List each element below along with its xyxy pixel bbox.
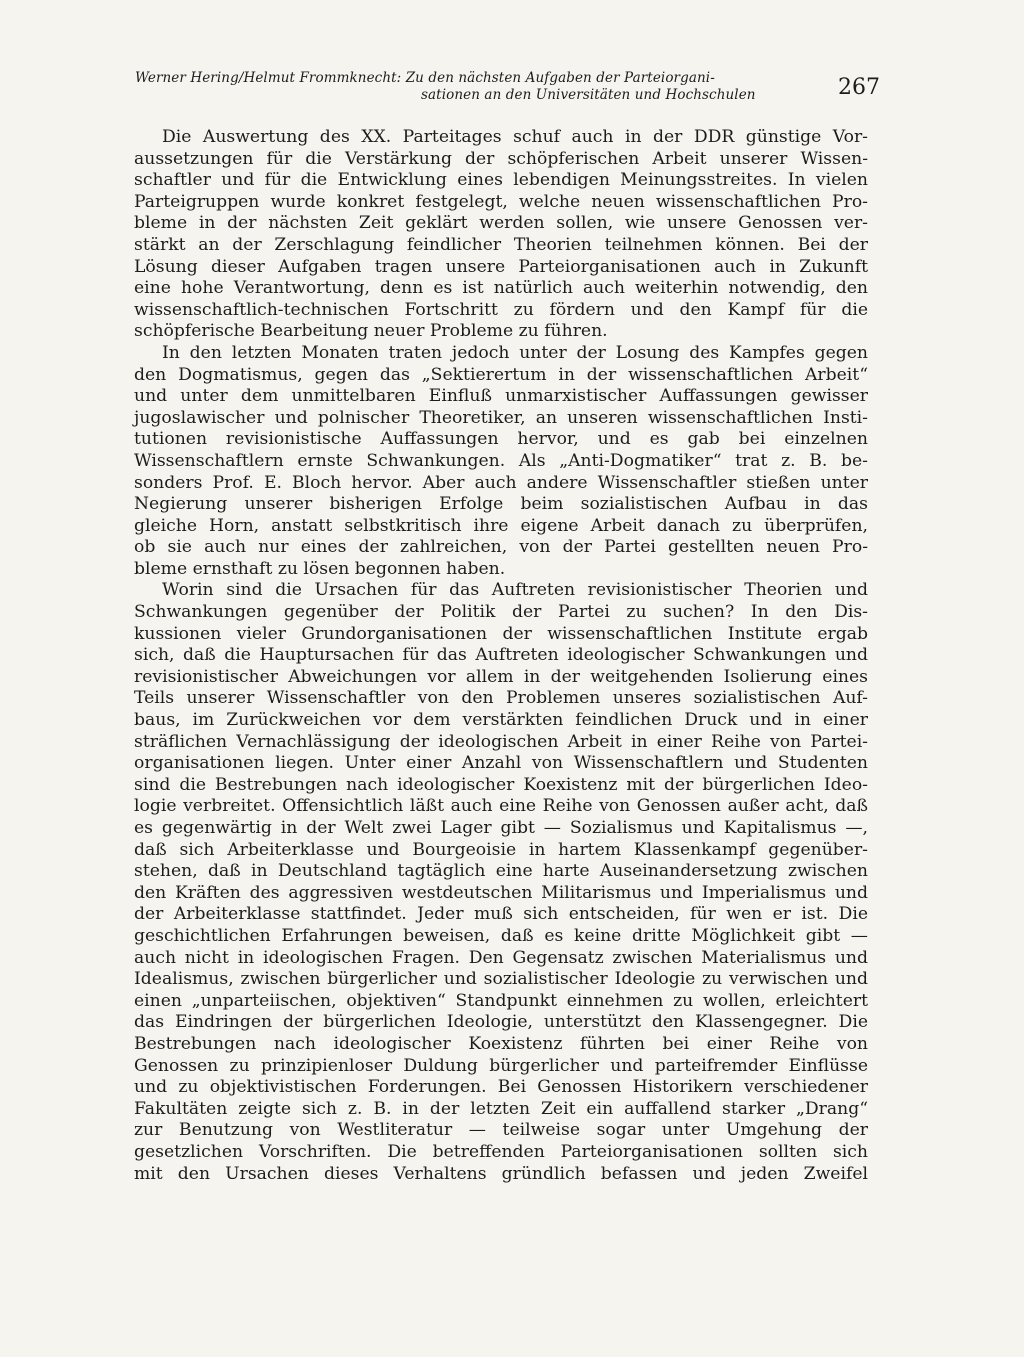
paragraph — [134, 127, 868, 343]
text-line: eine hohe Verantwortung, denn es ist natürlich auch weiterhin notwendig, den — [134, 278, 868, 299]
text-line: baus, im Zurückweichen vor dem verstärkten feindlichen Druck und in einer — [134, 710, 868, 731]
text-line: Teils unserer Wissenschaftler von den Problemen unseres sozialistischen Auf- — [134, 688, 868, 709]
text-line: den Kräften des aggressiven westdeutschen Militarismus und Imperialismus und — [134, 882, 868, 903]
text-line: kussionen vieler Grundorganisationen der wissenschaftlichen Institute ergab — [134, 623, 868, 644]
text-line: geschichtlichen Erfahrungen beweisen, daß es keine dritte Möglichkeit gibt — — [134, 925, 868, 946]
running-head — [135, 70, 775, 104]
text-line: organisationen liegen. Unter einer Anzahl von Wissenschaftlern und Studenten — [134, 753, 868, 774]
text-line: stehen, daß in Deutschland tagtäglich eine harte Auseinandersetzung zwischen — [134, 861, 868, 882]
text-line: gleiche Horn, anstatt selbstkritisch ihre eigene Arbeit danach zu überprüfen, — [134, 515, 868, 536]
text-line: ob sie auch nur eines der zahlreichen, von der Partei gestellten neuen Pro- — [134, 537, 868, 558]
text-line: und zu objektivistischen Forderungen. Bei Genossen Historikern verschiedener — [134, 1077, 868, 1098]
text-line: schaftler und für die Entwicklung eines lebendigen Meinungsstreites. In vielen — [134, 170, 868, 191]
text-line: mit den Ursachen dieses Verhaltens gründlich befassen und jeden Zweifel — [134, 1163, 868, 1184]
text-line: und unter dem unmittelbaren Einfluß unmarxistischer Auffassungen gewisser — [134, 386, 868, 407]
text-line: tutionen revisionistische Auffassungen hervor, und es gab bei einzelnen — [134, 429, 868, 450]
text-line: Worin sind die Ursachen für das Auftreten revisionistischer Theorien und — [162, 580, 868, 601]
text-line: zur Benutzung von Westliteratur — teilweise sogar unter Umgehung der — [134, 1120, 868, 1141]
text-line: aussetzungen für die Verstärkung der schöpferischen Arbeit unserer Wissen- — [134, 148, 868, 169]
text-line: einen „unparteiischen, objektiven“ Standpunkt einnehmen zu wollen, erleichtert — [134, 990, 868, 1011]
text-line: sträflichen Vernachlässigung der ideologischen Arbeit in einer Reihe von Partei- — [134, 731, 868, 752]
paragraph — [134, 343, 868, 581]
text-line: das Eindringen der bürgerlichen Ideologie, unterstützt den Klassengegner. Die — [134, 1012, 868, 1033]
running-head-line: sationen an den Universitäten und Hochschulen — [421, 87, 756, 103]
text-line: bleme in der nächsten Zeit geklärt werden sollen, wie unsere Genossen ver- — [134, 213, 868, 234]
text-line: Die Auswertung des XX. Parteitages schuf auch in der DDR günstige Vor- — [162, 127, 868, 147]
text-line: wissenschaftlich-technischen Fortschritt zu fördern und den Kampf für die — [134, 299, 868, 320]
text-line: In den letzten Monaten traten jedoch unter der Losung des Kampfes gegen — [162, 342, 868, 363]
text-line: Schwankungen gegenüber der Politik der Partei zu suchen? In den Dis- — [134, 602, 868, 623]
text-line: gesetzlichen Vorschriften. Die betreffenden Parteiorganisationen sollten sich — [134, 1141, 868, 1162]
body-text — [134, 127, 868, 1185]
text-line: Idealismus, zwischen bürgerlicher und sozialistischer Ideologie zu verwischen und — [134, 969, 868, 990]
text-line: bleme ernsthaft zu lösen begonnen haben. — [134, 558, 506, 579]
text-line: Parteigruppen wurde konkret festgelegt, welche neuen wissenschaftlichen Pro- — [134, 191, 868, 212]
running-head-line: Werner Hering/Helmut Frommknecht: Zu den nächsten Aufgaben der Parteiorgani- — [135, 70, 715, 86]
text-line: stärkt an der Zerschlagung feindlicher Theorien teilnehmen können. Bei der — [134, 234, 868, 255]
text-line: den Dogmatismus, gegen das „Sektierertum in der wissenschaftlichen Arbeit“ — [134, 364, 868, 385]
text-line: auch nicht in ideologischen Fragen. Den Gegensatz zwischen Materialismus und — [134, 947, 868, 968]
text-line: Genossen zu prinzipienloser Duldung bürgerlicher und parteifremder Einflüsse — [134, 1055, 868, 1076]
text-line: Fakultäten zeigte sich z. B. in der letzten Zeit ein auffallend starker „Drang“ — [134, 1098, 868, 1119]
text-line: es gegenwärtig in der Welt zwei Lager gibt — Sozialismus und Kapitalismus —, — [134, 818, 868, 838]
text-line: Lösung dieser Aufgaben tragen unsere Parteiorganisationen auch in Zukunft — [134, 256, 868, 277]
text-line: daß sich Arbeiterklasse und Bourgeoisie in hartem Klassenkampf gegenüber- — [134, 839, 868, 860]
paragraph — [134, 580, 868, 1185]
text-line: sonders Prof. E. Bloch hervor. Aber auch andere Wissenschaftler stießen unter — [134, 472, 868, 493]
text-line: jugoslawischer und polnischer Theoretiker, an unseren wissenschaftlichen Insti- — [134, 407, 868, 428]
text-line: schöpferische Bearbeitung neuer Probleme zu führen. — [134, 321, 608, 342]
text-line: der Arbeiterklasse stattfindet. Jeder muß sich entscheiden, für wen er ist. Die — [134, 904, 868, 925]
text-line: sich, daß die Hauptursachen für das Auftreten ideologischer Schwankungen und — [134, 645, 868, 666]
text-line: Negierung unserer bisherigen Erfolge beim sozialistischen Aufbau in das — [134, 494, 868, 515]
text-line: logie verbreitet. Offensichtlich läßt auch eine Reihe von Genossen außer acht, daß — [134, 796, 868, 817]
page-number: 267 — [838, 75, 880, 100]
text-line: Wissenschaftlern ernste Schwankungen. Als „Anti-Dogmatiker“ trat z. B. be- — [134, 450, 868, 471]
text-line: Bestrebungen nach ideologischer Koexistenz führten bei einer Reihe von — [134, 1033, 868, 1054]
text-line: revisionistischer Abweichungen vor allem in der weitgehenden Isolierung eines — [134, 666, 868, 687]
text-line: sind die Bestrebungen nach ideologischer Koexistenz mit der bürgerlichen Ideo- — [134, 774, 868, 795]
